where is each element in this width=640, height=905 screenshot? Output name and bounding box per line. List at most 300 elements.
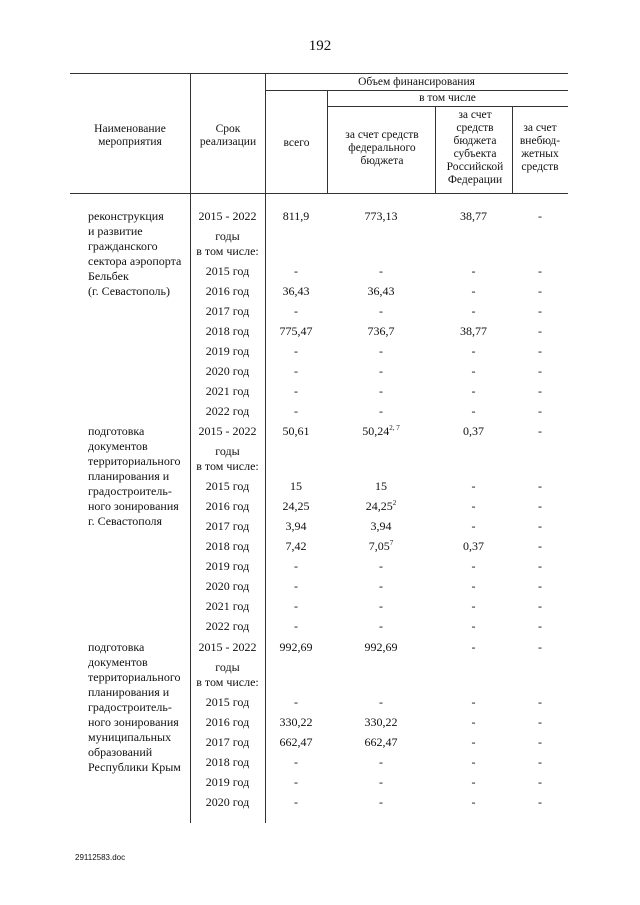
cell-federal xyxy=(327,424,435,439)
cell-value: - xyxy=(471,795,476,809)
cell-term xyxy=(190,599,265,614)
cell-value: - xyxy=(379,619,383,633)
cell-offbudget xyxy=(512,284,568,299)
cell-total xyxy=(265,384,327,399)
cell-value: 775,47 xyxy=(279,324,313,338)
cell-federal xyxy=(327,209,435,224)
cell-value: 736,7 xyxy=(367,324,395,338)
cell-value: - xyxy=(294,264,298,278)
cell-value: - xyxy=(471,304,476,318)
cell-regional xyxy=(435,264,512,279)
cell-federal xyxy=(327,539,435,554)
cell-value: - xyxy=(538,479,542,493)
cell-value: - xyxy=(538,364,542,378)
cell-total xyxy=(265,344,327,359)
cell-value: 38,77 xyxy=(460,324,487,338)
cell-value: - xyxy=(538,755,542,769)
cell-term xyxy=(190,539,265,554)
cell-regional xyxy=(435,775,512,790)
cell-value: - xyxy=(294,755,298,769)
cell-value: - xyxy=(294,344,298,358)
cell-offbudget xyxy=(512,755,568,770)
cell-value: - xyxy=(379,795,383,809)
header-divider xyxy=(265,73,266,193)
cell-offbudget xyxy=(512,344,568,359)
measure-name-line: ного зонирования xyxy=(88,715,179,729)
measure-name-line: ного зонирования xyxy=(88,499,179,513)
cell-offbudget xyxy=(512,519,568,534)
cell-value: 7,05 xyxy=(368,539,390,553)
measure-name-line: подготовка xyxy=(88,424,145,438)
cell-term xyxy=(190,795,265,810)
cell-term xyxy=(190,324,265,339)
cell-regional xyxy=(435,324,512,339)
cell-offbudget xyxy=(512,619,568,634)
cell-value: - xyxy=(379,384,383,398)
cell-regional xyxy=(435,384,512,399)
cell-regional xyxy=(435,715,512,730)
header-name: Наименование мероприятия xyxy=(94,123,166,148)
cell-value: - xyxy=(538,284,542,298)
cell-value: 3,94 xyxy=(370,519,392,533)
cell-value: 2022 год xyxy=(205,619,250,633)
cell-value: 2019 год xyxy=(205,775,250,789)
cell-value: - xyxy=(379,559,383,573)
cell-value: - xyxy=(538,735,542,749)
measure-name xyxy=(88,424,190,529)
header-subgroup: в том числе xyxy=(419,92,476,104)
cell-value: - xyxy=(471,384,476,398)
cell-value: 3,94 xyxy=(285,519,307,533)
cell-value: 2021 год xyxy=(205,384,250,398)
cell-regional xyxy=(435,364,512,379)
cell-value: 24,25 xyxy=(365,499,393,513)
cell-term xyxy=(190,775,265,790)
subgroup-rule xyxy=(327,106,568,107)
cell-offbudget xyxy=(512,324,568,339)
column-divider xyxy=(190,193,191,823)
cell-federal xyxy=(327,344,435,359)
cell-term xyxy=(190,675,265,690)
cell-total xyxy=(265,324,327,339)
cell-term xyxy=(190,755,265,770)
cell-value: годы xyxy=(215,660,240,674)
cell-regional xyxy=(435,539,512,554)
cell-term xyxy=(190,209,265,224)
cell-value: - xyxy=(538,344,542,358)
cell-regional xyxy=(435,424,512,439)
cell-value: 773,13 xyxy=(364,209,398,223)
cell-regional xyxy=(435,735,512,750)
cell-offbudget xyxy=(512,795,568,810)
cell-value: - xyxy=(379,404,383,418)
measure-name-line: гражданского xyxy=(88,239,158,253)
measure-name-line: сектора аэропорта xyxy=(88,254,182,268)
cell-value: 24,25 xyxy=(282,499,310,513)
cell-term xyxy=(190,479,265,494)
cell-value: - xyxy=(538,264,542,278)
cell-total xyxy=(265,599,327,614)
cell-term xyxy=(190,244,265,259)
cell-offbudget xyxy=(512,364,568,379)
cell-value: - xyxy=(294,304,298,318)
cell-term xyxy=(190,459,265,474)
cell-value: 2018 год xyxy=(205,539,250,553)
cell-value: - xyxy=(538,424,542,438)
cell-total xyxy=(265,695,327,710)
header-divider xyxy=(327,90,328,193)
cell-value: - xyxy=(538,209,542,223)
group-rule xyxy=(265,90,568,91)
cell-value: - xyxy=(294,619,298,633)
cell-value: 2015 год xyxy=(205,695,250,709)
measure-name-line: реконструкция xyxy=(88,209,164,223)
cell-value: 50,24 xyxy=(362,424,390,438)
cell-value: - xyxy=(294,559,298,573)
footnote-ref: 2 xyxy=(392,499,397,507)
cell-regional xyxy=(435,304,512,319)
cell-offbudget xyxy=(512,599,568,614)
footnote-ref: 7 xyxy=(389,539,394,547)
cell-value: - xyxy=(294,795,298,809)
measure-name-line: документов xyxy=(88,655,148,669)
measure-name-line: подготовка xyxy=(88,640,145,654)
cell-total xyxy=(265,559,327,574)
cell-regional xyxy=(435,479,512,494)
cell-value: в том числе: xyxy=(196,675,259,689)
cell-offbudget xyxy=(512,715,568,730)
cell-value: - xyxy=(538,384,542,398)
cell-value: - xyxy=(538,579,542,593)
cell-value: - xyxy=(538,640,542,654)
page-number: 192 xyxy=(308,38,332,54)
cell-value: 36,43 xyxy=(367,284,395,298)
measure-name-line: Республики Крым xyxy=(88,760,181,774)
measure-name-line: документов xyxy=(88,439,148,453)
header-offbudget: за счет внебюд-жетных средств xyxy=(519,122,561,173)
cell-value: 992,69 xyxy=(279,640,313,654)
cell-term xyxy=(190,695,265,710)
cell-federal xyxy=(327,479,435,494)
cell-federal xyxy=(327,755,435,770)
header-divider xyxy=(190,73,191,193)
cell-value: 0,37 xyxy=(463,424,484,438)
header-federal: за счет средств федерального бюджета xyxy=(345,129,419,167)
measure-name-line: и развитие xyxy=(88,224,143,238)
cell-offbudget xyxy=(512,539,568,554)
cell-regional xyxy=(435,755,512,770)
cell-offbudget xyxy=(512,209,568,224)
cell-term xyxy=(190,344,265,359)
cell-federal xyxy=(327,735,435,750)
cell-value: - xyxy=(538,695,542,709)
cell-value: 2016 год xyxy=(205,284,250,298)
measure-name-line: г. Севастополя xyxy=(88,514,163,528)
cell-federal xyxy=(327,264,435,279)
cell-total xyxy=(265,209,327,224)
cell-offbudget xyxy=(512,384,568,399)
cell-federal xyxy=(327,519,435,534)
cell-total xyxy=(265,579,327,594)
cell-value: 2016 год xyxy=(205,499,250,513)
cell-total xyxy=(265,364,327,379)
measure-name-line: Бельбек xyxy=(88,269,129,283)
cell-value: - xyxy=(471,479,476,493)
cell-total xyxy=(265,539,327,554)
cell-value: - xyxy=(379,579,383,593)
cell-value: - xyxy=(538,715,542,729)
cell-regional xyxy=(435,344,512,359)
cell-value: 811,9 xyxy=(282,209,310,223)
cell-value: 7,42 xyxy=(285,539,307,553)
cell-regional xyxy=(435,519,512,534)
cell-value: - xyxy=(471,735,476,749)
cell-term xyxy=(190,424,265,439)
cell-value: 0,37 xyxy=(463,539,484,553)
cell-value: - xyxy=(471,640,476,654)
cell-regional xyxy=(435,640,512,655)
cell-value: - xyxy=(471,775,476,789)
cell-offbudget xyxy=(512,640,568,655)
cell-value: - xyxy=(538,559,542,573)
cell-federal xyxy=(327,384,435,399)
cell-offbudget xyxy=(512,404,568,419)
cell-total xyxy=(265,519,327,534)
cell-total xyxy=(265,404,327,419)
cell-offbudget xyxy=(512,579,568,594)
cell-value: - xyxy=(538,539,542,553)
cell-value: - xyxy=(538,304,542,318)
cell-value: 2015 год xyxy=(205,264,250,278)
cell-value: - xyxy=(379,364,383,378)
measure-name-line: муниципальных xyxy=(88,730,172,744)
cell-offbudget xyxy=(512,264,568,279)
cell-federal xyxy=(327,695,435,710)
cell-value: - xyxy=(294,599,298,613)
cell-value: - xyxy=(471,519,476,533)
cell-regional xyxy=(435,209,512,224)
cell-regional xyxy=(435,599,512,614)
cell-value: 15 xyxy=(375,479,387,493)
header-divider xyxy=(512,106,513,193)
header-group: Объем финансирования xyxy=(358,76,475,88)
cell-total xyxy=(265,304,327,319)
cell-offbudget xyxy=(512,775,568,790)
cell-federal xyxy=(327,559,435,574)
cell-term xyxy=(190,284,265,299)
table-top-rule xyxy=(70,73,568,74)
cell-total xyxy=(265,499,327,514)
cell-term xyxy=(190,229,265,244)
cell-value: - xyxy=(471,695,476,709)
cell-federal xyxy=(327,579,435,594)
cell-term xyxy=(190,660,265,675)
cell-value: - xyxy=(294,384,298,398)
cell-value: 2017 год xyxy=(205,519,250,533)
cell-value: 2018 год xyxy=(205,324,250,338)
header-bottom-rule xyxy=(70,193,568,194)
cell-value: 992,69 xyxy=(364,640,398,654)
cell-value: годы xyxy=(215,444,240,458)
cell-federal xyxy=(327,619,435,634)
cell-regional xyxy=(435,284,512,299)
cell-value: 2015 - 2022 xyxy=(198,424,257,438)
cell-term xyxy=(190,404,265,419)
cell-value: 2020 год xyxy=(205,579,250,593)
cell-value: - xyxy=(471,344,476,358)
measure-name-line: планирования и xyxy=(88,685,170,699)
cell-total xyxy=(265,755,327,770)
cell-value: 36,43 xyxy=(282,284,310,298)
measure-name-line: (г. Севастополь) xyxy=(88,284,171,298)
cell-value: - xyxy=(379,599,383,613)
header-divider xyxy=(435,106,436,193)
cell-term xyxy=(190,735,265,750)
cell-term xyxy=(190,519,265,534)
cell-offbudget xyxy=(512,479,568,494)
cell-regional xyxy=(435,404,512,419)
cell-federal xyxy=(327,715,435,730)
cell-value: - xyxy=(538,619,542,633)
cell-offbudget xyxy=(512,735,568,750)
cell-value: 2020 год xyxy=(205,364,250,378)
cell-total xyxy=(265,640,327,655)
cell-federal xyxy=(327,640,435,655)
cell-offbudget xyxy=(512,304,568,319)
cell-offbudget xyxy=(512,559,568,574)
cell-regional xyxy=(435,795,512,810)
cell-term xyxy=(190,619,265,634)
cell-value: 2019 год xyxy=(205,559,250,573)
cell-value: - xyxy=(471,499,476,513)
cell-value: - xyxy=(471,755,476,769)
cell-value: - xyxy=(538,324,542,338)
cell-term xyxy=(190,444,265,459)
cell-value: - xyxy=(379,775,383,789)
cell-federal xyxy=(327,304,435,319)
cell-value: - xyxy=(294,775,298,789)
cell-value: 330,22 xyxy=(279,715,313,729)
cell-offbudget xyxy=(512,499,568,514)
cell-value: в том числе: xyxy=(196,459,259,473)
cell-term xyxy=(190,304,265,319)
cell-value: 2015 - 2022 xyxy=(198,209,257,223)
cell-value: - xyxy=(379,695,383,709)
cell-value: - xyxy=(471,599,476,613)
cell-regional xyxy=(435,579,512,594)
cell-value: 2015 год xyxy=(205,479,250,493)
cell-federal xyxy=(327,284,435,299)
cell-term xyxy=(190,559,265,574)
cell-federal xyxy=(327,324,435,339)
measure-name xyxy=(88,209,190,299)
cell-value: - xyxy=(471,715,476,729)
cell-value: 2019 год xyxy=(205,344,250,358)
cell-value: 2022 год xyxy=(205,404,250,418)
cell-term xyxy=(190,364,265,379)
cell-value: - xyxy=(538,404,542,418)
cell-total xyxy=(265,735,327,750)
cell-value: - xyxy=(471,579,476,593)
cell-term xyxy=(190,264,265,279)
header-term: Срок реализации xyxy=(199,123,257,148)
footer-code: 29112583.doc xyxy=(75,853,126,862)
cell-value: - xyxy=(471,284,476,298)
column-divider xyxy=(265,193,266,823)
cell-federal xyxy=(327,404,435,419)
cell-value: 15 xyxy=(290,479,302,493)
cell-total xyxy=(265,775,327,790)
cell-value: 2020 год xyxy=(205,795,250,809)
cell-federal xyxy=(327,795,435,810)
cell-regional xyxy=(435,499,512,514)
cell-total xyxy=(265,715,327,730)
cell-regional xyxy=(435,695,512,710)
cell-value: - xyxy=(379,304,383,318)
cell-value: - xyxy=(471,619,476,633)
cell-term xyxy=(190,499,265,514)
cell-value: 662,47 xyxy=(364,735,398,749)
measure-name-line: образований xyxy=(88,745,153,759)
cell-regional xyxy=(435,559,512,574)
measure-name-line: планирования и xyxy=(88,469,170,483)
cell-value: 2016 год xyxy=(205,715,250,729)
cell-offbudget xyxy=(512,424,568,439)
cell-value: годы xyxy=(215,229,240,243)
cell-term xyxy=(190,640,265,655)
cell-value: в том числе: xyxy=(196,244,259,258)
cell-total xyxy=(265,424,327,439)
measure-name xyxy=(88,640,190,775)
cell-value: - xyxy=(471,559,476,573)
measure-name-line: территориального xyxy=(88,454,181,468)
cell-federal xyxy=(327,599,435,614)
cell-total xyxy=(265,479,327,494)
cell-value: - xyxy=(538,519,542,533)
cell-value: - xyxy=(294,404,298,418)
cell-value: 2018 год xyxy=(205,755,250,769)
cell-federal xyxy=(327,775,435,790)
cell-regional xyxy=(435,619,512,634)
header-total: всего xyxy=(283,137,310,149)
cell-federal xyxy=(327,364,435,379)
measure-name-line: градостроитель- xyxy=(88,484,172,498)
cell-term xyxy=(190,715,265,730)
cell-value: - xyxy=(294,695,298,709)
cell-total xyxy=(265,264,327,279)
header-regional: за счет средств бюджета субъекта Российской Федерации xyxy=(446,109,504,186)
cell-value: 50,61 xyxy=(282,424,310,438)
cell-value: 38,77 xyxy=(460,209,487,223)
cell-value: - xyxy=(538,795,542,809)
cell-value: - xyxy=(294,579,298,593)
cell-value: 662,47 xyxy=(279,735,313,749)
cell-value: - xyxy=(379,755,383,769)
cell-value: - xyxy=(471,404,476,418)
cell-value: - xyxy=(379,344,383,358)
cell-federal xyxy=(327,499,435,514)
measure-name-line: территориального xyxy=(88,670,181,684)
cell-term xyxy=(190,579,265,594)
cell-value: - xyxy=(538,599,542,613)
cell-total xyxy=(265,795,327,810)
cell-value: 2015 - 2022 xyxy=(198,640,257,654)
cell-term xyxy=(190,384,265,399)
cell-value: 330,22 xyxy=(364,715,398,729)
cell-value: - xyxy=(294,364,298,378)
cell-offbudget xyxy=(512,695,568,710)
cell-total xyxy=(265,284,327,299)
